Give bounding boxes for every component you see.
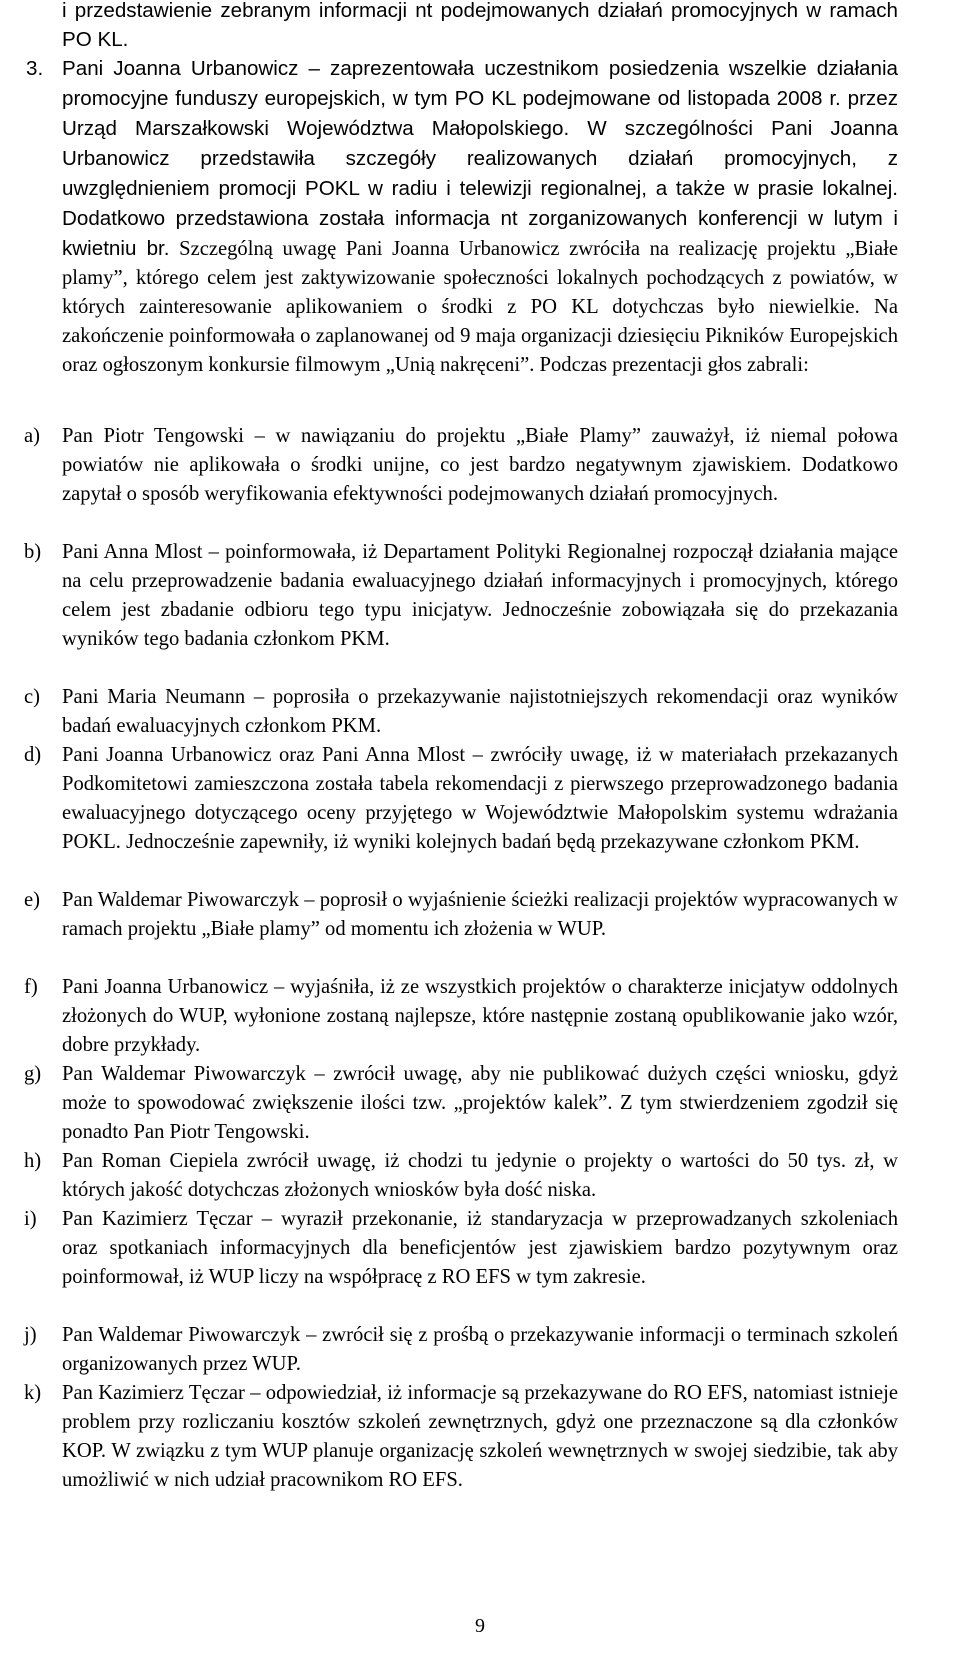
intro-text: i przedstawienie zebranym informacji nt podejmowanych działań promocyjnych w ramach PO KL. bbox=[62, 0, 898, 51]
list-marker: d) bbox=[24, 744, 42, 766]
list-marker: h) bbox=[24, 1150, 42, 1172]
list-item-a bbox=[24, 422, 898, 509]
list-item-text: Pani Maria Neumann – poprosiła o przekazywanie najistotniejszych rekomendacji oraz wyników badań ewaluacyjnych członkom PKM. bbox=[62, 686, 898, 737]
list-item-text: Pan Waldemar Piwowarczyk – zwrócił się z prośbą o przekazywanie informacji o terminach szkoleń organizowanych przez WUP. bbox=[62, 1324, 898, 1375]
list-marker: i) bbox=[24, 1208, 37, 1230]
list-marker: j) bbox=[24, 1324, 37, 1346]
list-item-k bbox=[24, 1379, 898, 1495]
list-item-f bbox=[24, 973, 898, 1060]
list-item-c bbox=[24, 683, 898, 741]
list-item-j bbox=[24, 1321, 898, 1379]
page-number: 9 bbox=[475, 1615, 485, 1637]
list-marker: f) bbox=[24, 976, 38, 998]
list-item-b bbox=[24, 538, 898, 654]
list-item-text: Pan Waldemar Piwowarczyk – poprosił o wyjaśnienie ścieżki realizacji projektów wypracowanych w ramach projektu „Białe plamy” od momentu ich złożenia w WUP. bbox=[62, 889, 898, 940]
list-item-text: Pan Kazimierz Tęczar – odpowiedział, iż informacje są przekazywane do RO EFS, natomiast istnieje problem przy rozliczaniu kosztów szkoleń zewnętrznych, gdyż one przeznaczone są dla członków KOP. W związku z tym WUP planuje organizację szkoleń wewnętrznych w swojej siedzibie, tak aby umożliwić w nich udział pracownikom RO EFS. bbox=[62, 1382, 898, 1491]
list-marker: e) bbox=[24, 889, 40, 911]
list-item-text: Pani Anna Mlost – poinformowała, iż Departament Polityki Regionalnej rozpoczął działania mające na celu przeprowadzenie badania ewaluacyjnego działań informacyjnych i promocyjnych, którego celem jest zbadanie odbioru tego typu inicjatyw. Jednocześnie zobowiązała się do przekazania wyników tego badania członkom PKM. bbox=[62, 541, 898, 650]
list-item-e bbox=[24, 886, 898, 944]
list-marker: k) bbox=[24, 1382, 42, 1404]
list-item-text: Pan Kazimierz Tęczar – wyraził przekonanie, iż standaryzacja w przeprowadzanych szkoleniach oraz spotkaniach informacyjnych dla beneficjentów jest zjawiskiem bardzo pozytywnym oraz poinformował, iż WUP liczy na współpracę z RO EFS w tym zakresie. bbox=[62, 1208, 898, 1288]
point-3-sans-text: Pani Joanna Urbanowicz – zaprezentowała uczestnikom posiedzenia wszelkie działania promocyjne funduszy europejskich, w tym PO KL podejmowane od listopada 2008 r. przez Urząd Marszałkowski Województwa Małopolskiego. W szczególności Pani Joanna Urbanowicz przedstawiła szczegóły realizowanych działań promocyjnych, z uwzględnieniem promocji POKL w radiu i telewizji regionalnej, a także w prasie lokalnej. Dodatkowo przedstawiona została informacja nt zorganizowanych konferencji w lutym i kwietniu br. bbox=[62, 57, 898, 260]
intro-paragraph bbox=[62, 0, 898, 54]
point-3-text bbox=[62, 54, 898, 380]
list-item-text: Pan Roman Ciepiela zwrócił uwagę, iż chodzi tu jedynie o projekty o wartości do 50 tys. zł, w których jakość dotychczas złożonych wniosków była dość niska. bbox=[62, 1150, 898, 1201]
list-item-text: Pani Joanna Urbanowicz oraz Pani Anna Mlost – zwróciły uwagę, iż w materiałach przekazanych Podkomitetowi zamieszczona została tabela rekomendacji z pierwszego przeprowadzonego badania ewaluacyjnego dotyczącego oceny przyjętego w Województwie Małopolskim systemu wdrażania POKL. Jednocześnie zapewniły, iż wyniki kolejnych badań będą przekazywane członkom PKM. bbox=[62, 744, 898, 853]
list-item-text: Pani Joanna Urbanowicz – wyjaśniła, iż ze wszystkich projektów o charakterze inicjatyw oddolnych złożonych do WUP, wyłonione zostaną najlepsze, które następnie zostaną opublikowanie jako wzór, dobre przykłady. bbox=[62, 976, 898, 1056]
point-3-paragraph bbox=[26, 54, 898, 380]
point-3-serif-text: Szczególną uwagę Pani Joanna Urbanowicz zwróciła na realizację projektu „Białe plamy”, którego celem jest zaktywizowanie społeczności lokalnych pochodzących z powiatów, w których zainteresowanie aplikowaniem o środki z PO KL dotychczas było niewielkie. Na zakończenie poinformowała o zaplanowanej od 9 maja organizacji dziesięciu Pikników Europejskich oraz ogłoszonym konkursie filmowym „Unią nakręceni”. Podczas prezentacji głos zabrali: bbox=[62, 238, 898, 376]
list-marker: b) bbox=[24, 541, 42, 563]
list-item-text: Pan Piotr Tengowski – w nawiązaniu do projektu „Białe Plamy” zauważył, iż niemal połowa powiatów nie aplikowała o środki unijne, co jest bardzo negatywnym zjawiskiem. Dodatkowo zapytał o sposób weryfikowania efektywności podejmowanych działań promocyjnych. bbox=[62, 425, 898, 505]
list-item-g bbox=[24, 1060, 898, 1147]
list-item-h bbox=[24, 1147, 898, 1205]
list-marker: g) bbox=[24, 1063, 42, 1085]
list-item-d bbox=[24, 741, 898, 857]
list-item-text: Pan Waldemar Piwowarczyk – zwrócił uwagę, aby nie publikować dużych części wniosku, gdyż może to spowodować zwiększenie ilości tzw. „projektów kalek”. Z tym stwierdzeniem zgodził się ponadto Pan Piotr Tengowski. bbox=[62, 1063, 898, 1143]
list-item-i bbox=[24, 1205, 898, 1292]
list-marker: a) bbox=[24, 425, 40, 447]
list-marker: c) bbox=[24, 686, 40, 708]
point-3-number: 3. bbox=[26, 57, 44, 80]
